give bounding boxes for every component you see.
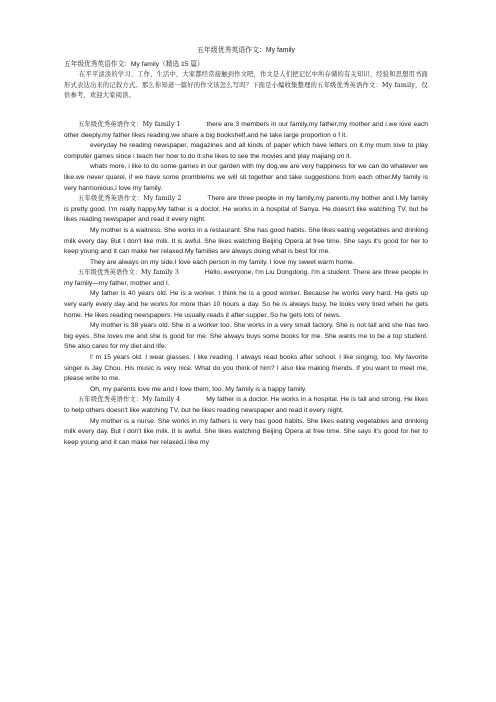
essay-1-paragraph-2: everyday he reading newspaper, magazines and all kinds of paper which have letters on it.my mum love to play computer games since i teach her how to do it.she likes to see the movies and play majiang on it.	[64, 142, 428, 160]
section-spacer	[64, 102, 428, 120]
essay-3-lead: Hello, everyone, I'm Liu Dongdong. I'm a student. There are three people in my family—my father, mother and I.	[64, 269, 428, 287]
essay-3-paragraph-5: Oh, my parents love me and I love them, too. My family is a happy family.	[90, 385, 307, 393]
essay-2-paragraph-3: They are always on my side.I love each person in my family. I love my sweet warm home.	[90, 258, 355, 266]
document-title: 五年级优秀英语作文：My family	[197, 47, 295, 54]
essay-2-heading: 五年级优秀英语作文：My family 2	[78, 195, 182, 203]
document-subtitle: 五年级优秀英语作文：My family（精选 15 篇）	[64, 60, 204, 68]
essay-4-lead: My father is a doctor. He works in a hospital. He is tall and strong. He likes to help others doesn't like watching TV, but he likes reading newspaper and read it every night.	[64, 396, 429, 414]
essay-3-paragraph-2: My father is 40 years old. He is a worker. I think he is a good worker. Because he works very hard. He gets up very early every day and he works for more than 10 hours a day. So he is always busy, he looks very tired when he gets home. He likes reading newspapers. He usually reads it after supper. So he gets lots of news.	[64, 290, 428, 319]
essay-1-paragraph-3: whats more, i like to do some games in our garden with my dog.we are very happiness for we can do whatever we like.we never quarel, if we have some promblems we will sit together and take suggestions from each other.My family is very harmonious,i love my family.	[64, 163, 428, 192]
essay-2-lead: There are three people in my family,my parents,my bother and I.My family is pretty good. I'm really happy.My father is a doctor. He works in a hospital of Sanya. He doesn't like watching TV, but he likes reading newspaper and read it every night.	[64, 195, 428, 224]
intro-paragraph: 在平平淡淡的学习、工作、生活中，大家都经常接触到作文吧，作文是人们把记忆中所存储的有关知识、经验和思想用书面形式表达出来的记叙方式。那么你知道一篇好的作文该怎么写吗？下面是小编收集整理的五年级优秀英语作文：My family，仅供参考，欢迎大家阅读。	[64, 71, 428, 100]
essay-1-first-paragraph	[64, 120, 428, 141]
essay-3-heading: 五年级优秀英语作文：My family 3	[78, 269, 179, 277]
essay-3-first-paragraph	[64, 268, 428, 289]
essay-4-paragraph-2: My mother is a nurse. She works in my fathers is very has good habits. She likes eating vegetables and drinking milk every day. But I don't like milk. It is awful. She likes watching Beijing Opera at free time. She says it's good for her to keep young and it can make her relaxed.i like my	[64, 417, 428, 446]
essay-4-heading: 五年级优秀英语作文：My family 4	[78, 396, 181, 404]
essay-2-first-paragraph	[64, 194, 428, 226]
essay-3-paragraph-3: My mother is 38 years old. She is a worker too. She works in a very small factory. She is not tall and she has two big eyes. She loves me and she is good for me. She always buys some books for me. She wants me to be a top student. She also cares for my diet and life.	[64, 322, 428, 351]
essay-1-lead: there are 3 members in our family,my father,my mother and i.we love each other deeply.my father likes reading.we share a big bookshelf,and he take large proportion o f it.	[64, 120, 429, 139]
essay-4-first-paragraph	[64, 395, 428, 416]
essay-2-paragraph-2: My mother is a waitress. She works in a restaurant. She has good habits. She likes eating vegetables and drinking milk every day. But I don't like milk. It is awful. She likes watching Beijing Opera at free time. She says it's good for her to keep young and it can make her relaxed.My families are always doing what is best for me.	[64, 226, 428, 256]
essay-3-paragraph-4: I' m 15 years old. I wear glasses. I like reading. I always read books after school. I like singing, too. My favorite singer is Jay Chou. His music is very nice. What do you think of him? I also like making friends. If you want to meet me, please write to me.	[64, 354, 428, 383]
essay-1-heading: 五年级优秀英语作文：My family 1	[78, 120, 181, 128]
